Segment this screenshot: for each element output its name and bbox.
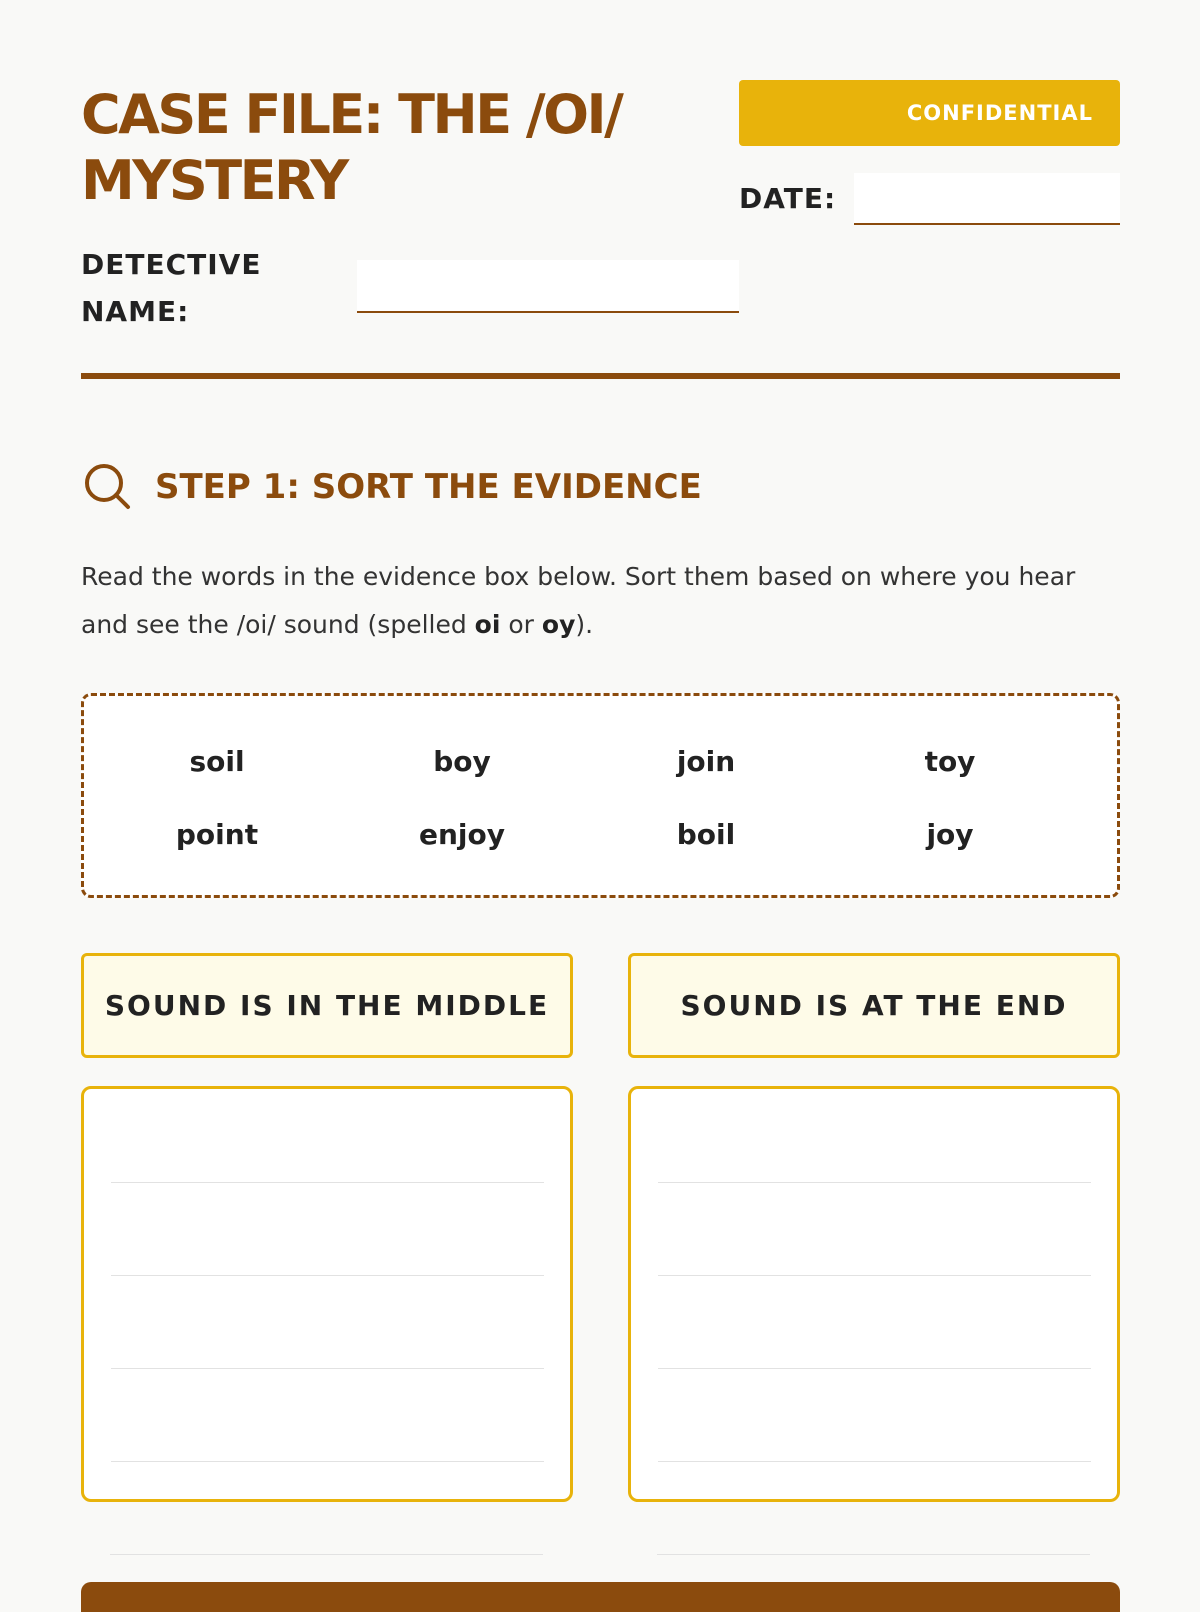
middle-column-writing-area[interactable]: [81, 1086, 573, 1502]
middle-column-heading: SOUND IS IN THE MIDDLE: [81, 953, 573, 1058]
writing-line: [111, 1275, 544, 1276]
evidence-word[interactable]: toy: [924, 745, 976, 778]
page-title: CASE FILE: THE /OI/ MYSTERY: [81, 83, 622, 212]
date-label: DATE:: [739, 182, 837, 215]
next-section-bar: [81, 1582, 1120, 1612]
end-column-writing-area[interactable]: [628, 1086, 1120, 1502]
evidence-word[interactable]: join: [676, 745, 736, 778]
writing-line: [658, 1368, 1091, 1369]
confidential-badge: CONFIDENTIAL: [739, 80, 1120, 146]
detective-name-label: DETECTIVE NAME:: [81, 248, 262, 328]
writing-line: [111, 1461, 544, 1462]
instructions-text: Read the words in the evidence box below. Sort them based on where you hear and see the /oi/ sound (spelled: [81, 562, 1076, 639]
writing-line: [111, 1182, 544, 1183]
evidence-word[interactable]: boy: [433, 745, 491, 778]
instructions-text: ).: [575, 610, 594, 639]
writing-line: [658, 1182, 1091, 1183]
header-divider: [81, 373, 1120, 379]
writing-line: [658, 1275, 1091, 1276]
step-1-instructions: [81, 553, 1120, 649]
writing-line: [111, 1368, 544, 1369]
date-field[interactable]: [854, 173, 1120, 225]
spelling-oy: oy: [541, 610, 576, 639]
evidence-box: [81, 693, 1120, 898]
evidence-word[interactable]: boil: [676, 818, 736, 851]
evidence-word[interactable]: soil: [189, 745, 245, 778]
writing-line: [110, 1554, 543, 1555]
worksheet-page: [81, 0, 1120, 1600]
step-1-title: STEP 1: SORT THE EVIDENCE: [155, 467, 702, 507]
spelling-oi: oi: [474, 610, 501, 639]
end-column-heading: SOUND IS AT THE END: [628, 953, 1120, 1058]
evidence-word[interactable]: enjoy: [418, 818, 505, 851]
instructions-text: or: [500, 610, 542, 639]
magnifying-glass-icon: [83, 461, 133, 511]
evidence-word[interactable]: joy: [926, 818, 974, 851]
detective-name-field[interactable]: [357, 260, 739, 313]
writing-line: [658, 1461, 1091, 1462]
writing-line: [657, 1554, 1090, 1555]
evidence-word[interactable]: point: [175, 818, 259, 851]
